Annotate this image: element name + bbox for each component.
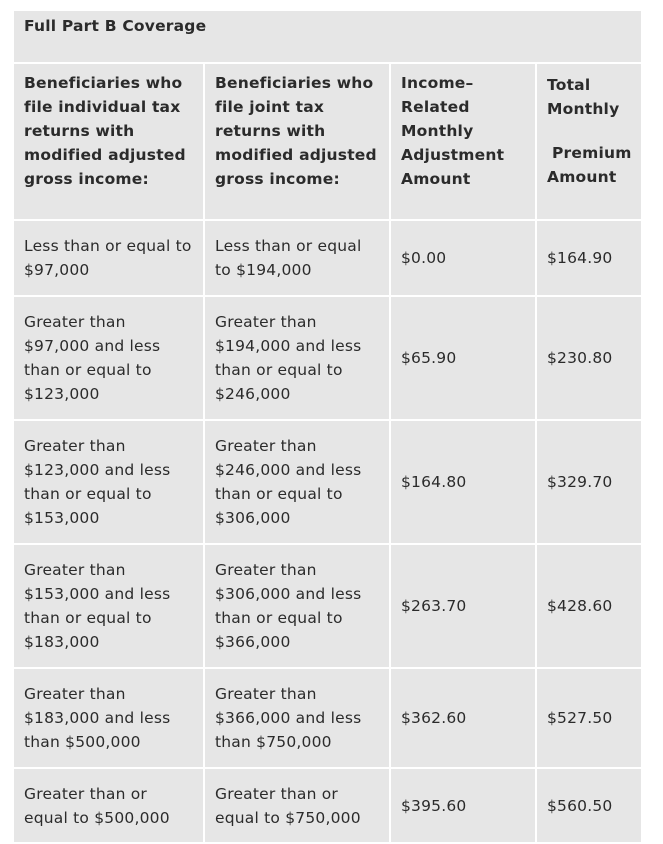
header-total-line: Amount: [547, 168, 617, 186]
cell-individual: Greater than $183,000 and less than $500,000: [14, 669, 203, 767]
cell-individual: Greater than or equal to $500,000: [14, 769, 203, 842]
table-title: Full Part B Coverage: [14, 11, 641, 62]
header-total-line: Premium: [552, 144, 632, 162]
cell-total: $560.50: [537, 769, 641, 842]
cell-total: $164.90: [537, 221, 641, 295]
cell-total: $527.50: [537, 669, 641, 767]
cell-joint: Less than or equal to $194,000: [205, 221, 389, 295]
cell-total: $329.70: [537, 421, 641, 543]
cell-irmaa: $65.90: [391, 297, 535, 419]
cell-individual: Less than or equal to $97,000: [14, 221, 203, 295]
cell-individual: Greater than $97,000 and less than or equal to $123,000: [14, 297, 203, 419]
cell-joint: Greater than $306,000 and less than or equal to $366,000: [205, 545, 389, 667]
header-irmaa-line: Related: [401, 98, 470, 116]
cell-joint: Greater than $366,000 and less than $750,000: [205, 669, 389, 767]
table-row: [14, 669, 641, 767]
header-irmaa-line: Monthly: [401, 122, 474, 140]
header-total-line: Total: [547, 76, 591, 94]
table-row: [14, 221, 641, 295]
header-joint: Beneficiaries who file joint tax returns with modified adjusted gross income:: [205, 64, 389, 219]
header-irmaa-line: Amount: [401, 170, 471, 188]
table-header-row: [14, 64, 641, 219]
cell-irmaa: $395.60: [391, 769, 535, 842]
cell-irmaa: $263.70: [391, 545, 535, 667]
table-row: [14, 769, 641, 842]
table-row: [14, 545, 641, 667]
header-individual: Beneficiaries who file individual tax returns with modified adjusted gross income:: [14, 64, 203, 219]
table-row: [14, 297, 641, 419]
cell-total: $428.60: [537, 545, 641, 667]
cell-individual: Greater than $123,000 and less than or equal to $153,000: [14, 421, 203, 543]
header-irmaa-line: Adjustment: [401, 146, 505, 164]
cell-joint: Greater than $246,000 and less than or equal to $306,000: [205, 421, 389, 543]
cell-total: $230.80: [537, 297, 641, 419]
cell-joint: Greater than $194,000 and less than or equal to $246,000: [205, 297, 389, 419]
header-total: [537, 64, 641, 219]
header-irmaa: [391, 64, 535, 219]
header-total-line: [547, 121, 631, 141]
header-irmaa-line: Income–: [401, 74, 474, 92]
table-title-row: [14, 11, 641, 62]
cell-irmaa: $0.00: [391, 221, 535, 295]
cell-irmaa: $164.80: [391, 421, 535, 543]
cell-irmaa: $362.60: [391, 669, 535, 767]
header-total-line: Monthly: [547, 100, 620, 118]
table-row: [14, 421, 641, 543]
cell-joint: Greater than or equal to $750,000: [205, 769, 389, 842]
part-b-premium-table: [12, 9, 643, 844]
cell-individual: Greater than $153,000 and less than or equal to $183,000: [14, 545, 203, 667]
